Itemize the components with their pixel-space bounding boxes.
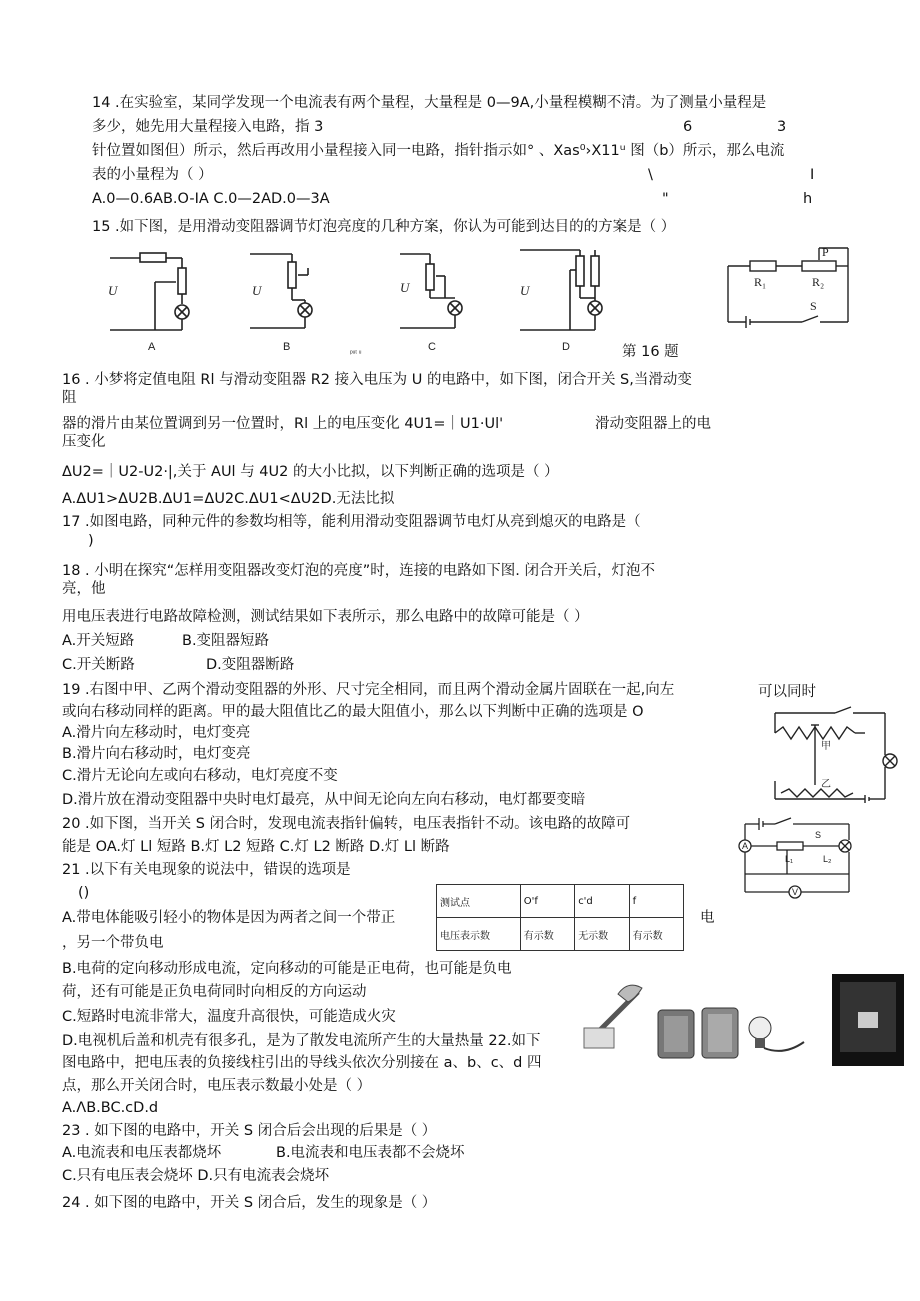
q23-line1: 23 . 如下图的电路中，开关 S 闭合后会出现的后果是（ ） bbox=[62, 1123, 437, 1139]
illustration-row bbox=[578, 972, 913, 1068]
circuit-a-label: A bbox=[148, 341, 156, 353]
q21-line1: 21 .以下有关电现象的说法中，错误的选项是 bbox=[62, 862, 351, 878]
q21-option-b1: B.电荷的定向移动形成电流，定向移动的可能是正电荷，也可能是负电 bbox=[62, 961, 512, 977]
q23-option-b: B.电流表和电压表都不会烧坏 bbox=[276, 1145, 465, 1161]
fig20-voltmeter-label: V bbox=[792, 887, 799, 897]
q14-line2: 多少，她先用大量程接入电路，指 3 bbox=[92, 119, 324, 135]
q21-option-c: C.短路时电流非常大，温度升高很快，可能造成火灾 bbox=[62, 1009, 396, 1025]
stray-mark: ᵖᵘᵗ ᵘ bbox=[350, 350, 362, 357]
q18-line1: 18 . 小明在探究“怎样用变阻器改变灯泡的亮度”时，连接的电路如下图. 闭合开关后，灯泡不 bbox=[62, 563, 656, 579]
q16-line4: 压变化 bbox=[62, 434, 106, 450]
q18-option-a: A.开关短路 bbox=[62, 633, 135, 649]
q16-options: A.ΔU1>ΔU2B.ΔU1=ΔU2C.ΔU1<ΔU2D.无法比拟 bbox=[62, 491, 395, 507]
rubbing-rod-image bbox=[584, 985, 642, 1048]
q14-line2-mark3: 3 bbox=[777, 119, 787, 135]
q21-option-a1: A.带电体能吸引轻小的物体是因为两者之间一个带正 bbox=[62, 910, 396, 926]
circuit-d-u-label: U bbox=[520, 283, 530, 298]
table-row bbox=[437, 918, 684, 951]
fig16-caption: 第 16 题 bbox=[622, 344, 679, 360]
table-cell: 测试点 bbox=[437, 885, 521, 918]
q20-line1: 20 .如下图，当开关 S 闭合时，发现电流表指针偏转，电压表指针不动。该电路的故障可 bbox=[62, 816, 631, 832]
circuit-d-label: D bbox=[562, 341, 570, 353]
q23-option-a: A.电流表和电压表都烧坏 bbox=[62, 1145, 222, 1161]
q21-option-d2: 图电路中，把电压表的负接线柱引出的导线头依次分别接在 a、b、c、d 四 bbox=[62, 1055, 542, 1071]
q17-line2: ) bbox=[88, 533, 94, 549]
q21-option-d1: D.电视机后盖和机壳有很多孔，是为了散发电流所产生的大量热量 22.如下 bbox=[62, 1033, 541, 1049]
circuit-d bbox=[520, 250, 602, 330]
fig20-l1-label: L₁ bbox=[785, 854, 794, 864]
q24-line1: 24 . 如下图的电路中，开关 S 闭合后，发生的现象是（ ） bbox=[62, 1195, 437, 1211]
q19-option-a: A.滑片向左移动时，电灯变亮 bbox=[62, 725, 251, 741]
circuit-b-label: B bbox=[283, 341, 291, 353]
q14-opt-mark2: h bbox=[803, 191, 813, 207]
table-cell: 无示数 bbox=[575, 918, 629, 951]
fig20-circuit bbox=[735, 812, 863, 908]
cylinder-image-1 bbox=[658, 1010, 694, 1058]
q16-line3b: 滑动变阻器上的电 bbox=[595, 416, 711, 432]
q18-line3: 用电压表进行电路故障检测，测试结果如下表所示，那么电路中的故障可能是（ ） bbox=[62, 609, 589, 625]
q18-option-c: C.开关断路 bbox=[62, 657, 135, 673]
q19-option-d: D.滑片放在滑动变阻器中央时电灯最亮，从中间无论向左向右移动，电灯都要变暗 bbox=[62, 792, 586, 808]
fig20-l2-label: L₂ bbox=[823, 854, 832, 864]
q17-line1: 17 .如图电路，同种元件的参数均相等，能利用滑动变阻器调节电灯从亮到熄灭的电路是（ bbox=[62, 514, 641, 530]
q21-line2: () bbox=[78, 885, 90, 901]
q21-option-b2: 荷，还有可能是正负电荷同时向相反的方向运动 bbox=[62, 984, 367, 1000]
q21-option-a1b: 电 bbox=[700, 910, 715, 926]
bulb-image bbox=[749, 1017, 804, 1051]
fig16-r2-label: R₂ bbox=[812, 275, 825, 289]
q16-line5: ΔU2=｜U2-U2·|,关于 AUl 与 4U2 的大小比拟，以下判断正确的选项是（ ） bbox=[62, 464, 559, 480]
cylinder-image-2 bbox=[702, 1008, 738, 1058]
fig19-jia-label: 甲 bbox=[821, 741, 831, 752]
fig20-ammeter-label: A bbox=[742, 841, 749, 851]
q18-line2: 亮，他 bbox=[62, 581, 106, 597]
table-cell: f bbox=[629, 885, 683, 918]
fig16-r1-label: R₁ bbox=[754, 275, 767, 289]
fig16-p-label: P bbox=[822, 245, 829, 259]
fig16-circuit bbox=[718, 240, 858, 330]
fig19-rheostats bbox=[745, 705, 905, 805]
q14-line2-mark6: 6 bbox=[683, 119, 693, 135]
q19-option-c: C.滑片无论向左或向右移动，电灯亮度不变 bbox=[62, 768, 338, 784]
table-cell: 有示数 bbox=[629, 918, 683, 951]
q19-side-text: 可以同时 bbox=[758, 684, 816, 700]
measurement-table bbox=[436, 884, 684, 951]
table-cell: 电压表示数 bbox=[437, 918, 521, 951]
table-cell: O'f bbox=[520, 885, 574, 918]
q21-option-a2: ，另一个带负电 bbox=[62, 935, 164, 951]
q16-line2: 阻 bbox=[62, 390, 77, 406]
q14-opt-mark: " bbox=[662, 191, 669, 207]
q22-options: A.ΛB.BC.cD.d bbox=[62, 1100, 159, 1116]
circuit-a-u-label: U bbox=[108, 283, 118, 298]
q14-line4-mark2: I bbox=[810, 167, 815, 183]
q20-line2: 能是 OA.灯 Ll 短路 B.灯 L2 短路 C.灯 L2 断路 D.灯 Ll 断路 bbox=[62, 839, 450, 855]
q23-option-cd: C.只有电压表会烧坏 D.只有电流表会烧坏 bbox=[62, 1168, 330, 1184]
q14-line1: 14 .在实验室，某同学发现一个电流表有两个量程，大量程是 0—9A,小量程模糊不清。为了测量小量程是 bbox=[92, 95, 767, 111]
table-cell: 有示数 bbox=[520, 918, 574, 951]
circuit-c-label: C bbox=[428, 341, 436, 353]
q14-line4-mark: \ bbox=[648, 167, 653, 183]
table-cell: c'd bbox=[575, 885, 629, 918]
q19-line2: 或向右移动同样的距离。甲的最大阻值比乙的最大阻值小，那么以下判断中正确的选项是 O bbox=[62, 704, 644, 720]
tv-back-image bbox=[832, 974, 904, 1066]
fig19-yi-label: 乙 bbox=[821, 779, 831, 790]
q21-option-d3: 点，那么开关闭合时，电压表示数最小处是（ ） bbox=[62, 1078, 372, 1094]
q15-text: 15 .如下图，是用滑动变阻器调节灯泡亮度的几种方案，你认为可能到达目的的方案是（ ） bbox=[92, 219, 676, 235]
q19-line1: 19 .右图中甲、乙两个滑动变阻器的外形、尺寸完全相同，而且两个滑动金属片固联在一起,向左 bbox=[62, 682, 675, 698]
q19-option-b: B.滑片向右移动时，电灯变亮 bbox=[62, 746, 251, 762]
table-row bbox=[437, 885, 684, 918]
circuit-c-u-label: U bbox=[400, 280, 410, 295]
q16-line1: 16 . 小梦将定值电阻 Rl 与滑动变阻器 R2 接入电压为 U 的电路中，如下图，闭合开关 S,当滑动变 bbox=[62, 372, 692, 388]
circuit-a bbox=[110, 253, 189, 330]
fig16-s-label: S bbox=[810, 299, 817, 313]
q18-option-d: D.变阻器断路 bbox=[206, 657, 295, 673]
q14-options: A.0—0.6AB.O-IA C.0—2AD.0—3A bbox=[92, 191, 330, 207]
q14-line4: 表的小量程为（ ） bbox=[92, 167, 213, 183]
q14-line3: 针位置如图但）所示，然后再改用小量程接入同一电路，指针指示如° 、Xas⁰›X11ᵘ 图（b）所示，那么电流 bbox=[92, 143, 785, 159]
q18-option-b: B.变阻器短路 bbox=[182, 633, 270, 649]
circuit-b-u-label: U bbox=[252, 283, 262, 298]
fig20-switch-label: S bbox=[815, 830, 822, 840]
q15-circuits-figure bbox=[100, 240, 620, 360]
q16-line3: 器的滑片由某位置调到另一位置时，Rl 上的电压变化 4U1=｜U1·Ul' bbox=[62, 416, 504, 432]
